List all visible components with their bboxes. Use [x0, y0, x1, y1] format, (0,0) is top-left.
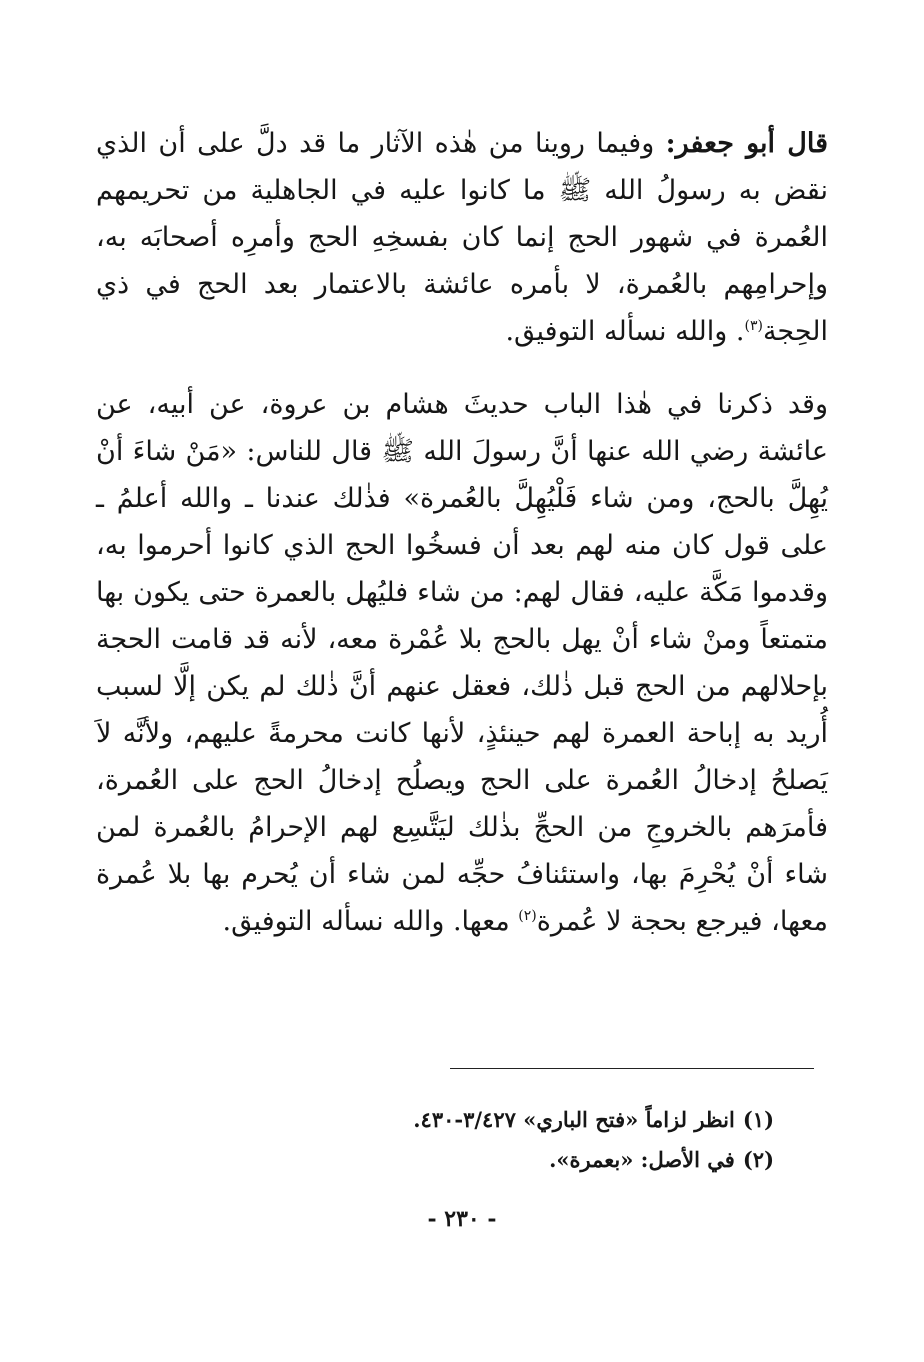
paragraph-lead: قال أبو جعفر:: [665, 128, 828, 159]
paragraph-1: [96, 120, 828, 355]
footnote-reference: (٣): [744, 318, 763, 334]
footnotes: [96, 1100, 774, 1180]
footnote-reference: (٢): [518, 908, 537, 924]
page-number: - ٢٣٠ -: [427, 1206, 497, 1232]
paragraph-text: وفيما روينا من هٰذه الآثار ما قد دلَّ على أن الذي نقض به رسولُ الله ﷺ ما كانوا عليه في الجاهلية من تحريمهم العُمرة في شهور الحج إنما كان بفسخِهِ الحج وأمرِه أصحابَه به، وإحرامِهم بالعُمرة، لا بأمره عائشة بالاعتمار بعد الحج في ذي الحِجة: [96, 128, 828, 347]
footnote-number: (٢): [742, 1147, 774, 1172]
paragraph-text: وقد ذكرنا في هٰذا الباب حديثَ هشام بن عروة، عن أبيه، عن عائشة رضي الله عنها أنَّ رسولَ الله ﷺ قال للناس: «مَنْ شاءَ أنْ يُهِلَّ بالحج، ومن شاء فَلْيُهِلَّ بالعُمرة» فذٰلك عندنا ـ والله أعلمُ ـ على قول كان منه لهم بعد أن فسخُوا الحج الذي كانوا أحرموا به، وقدموا مَكَّة عليه، فقال لهم: من شاء فليُهل بالعمرة حتى يكون بها متمتعاً ومنْ شاء أنْ يهل بالحج بلا عُمْرة معه، لأنه قد قامت الحجة بإحلالهم من الحج قبل ذٰلك، فعقل عنهم أنَّ ذٰلك لم يكن إلَّا لسبب أُريد به إباحة العمرة لهم حينئذٍ، لأنها كانت محرمةً عليهم، ولأنَّه لاَ يَصلحُ إدخالُ العُمرة على الحج ويصلُح إدخالُ الحج على العُمرة، فأمرَهم بالخروجِ من الحجِّ بذٰلك ليَتَّسِع لهم الإحرامُ بالعُمرة لمن شاء أنْ يُحْرِمَ بها، واستئنافُ حجِّه لمن شاء أن يُحرم بها بلا عُمرة معها، فيرجع بحجة لا عُمرة: [96, 389, 828, 937]
footnote-text: في الأصل: «بعمرة».: [549, 1147, 735, 1172]
footnote-text: انظر لزاماً «فتح الباري» ٣/٤٢٧-٤٣٠.: [413, 1107, 735, 1132]
paragraph-2: [96, 381, 828, 945]
footnote-2: [96, 1140, 774, 1180]
footnote-number: (١): [742, 1107, 774, 1132]
footnote-1: [96, 1100, 774, 1140]
footnote-divider: [450, 1068, 814, 1069]
paragraph-tail: معها. والله نسأله التوفيق.: [222, 906, 519, 937]
paragraph-tail: . والله نسأله التوفيق.: [505, 316, 745, 347]
main-text: [96, 120, 828, 945]
